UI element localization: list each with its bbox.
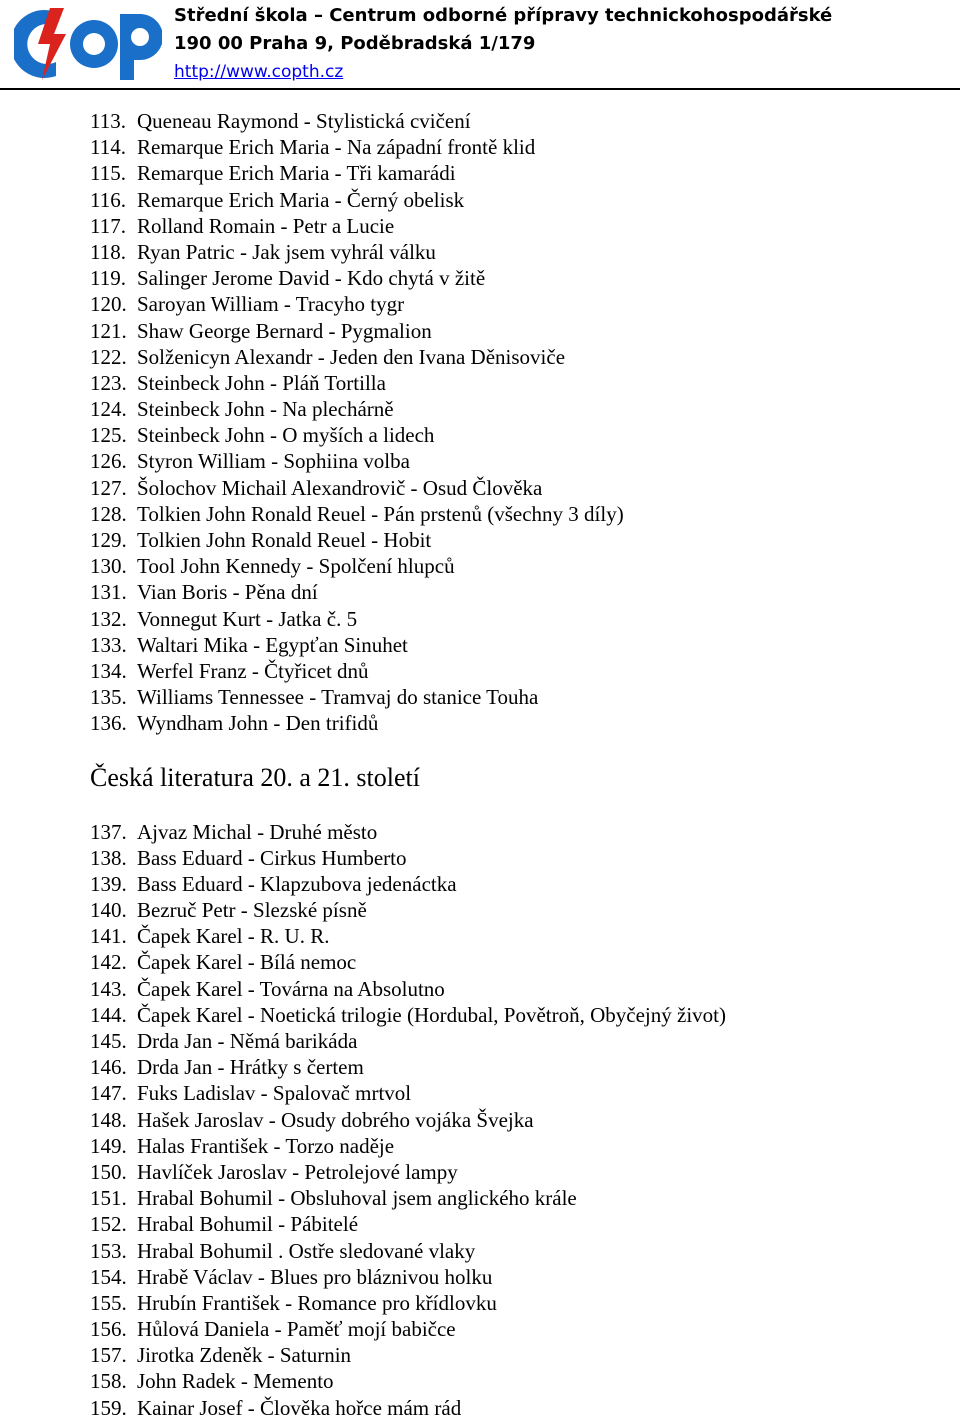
- list-item: [90, 1080, 950, 1106]
- page-header: [0, 0, 960, 92]
- item-text: Steinbeck John - O myších a lidech: [137, 423, 435, 448]
- item-number: 115.: [90, 161, 126, 186]
- item-number: 136.: [90, 711, 127, 736]
- item-text: Salinger Jerome David - Kdo chytá v žitě: [137, 266, 486, 291]
- list-item: [90, 1264, 950, 1290]
- item-number: 152.: [90, 1212, 127, 1237]
- list-item: [90, 1133, 950, 1159]
- list-item: [90, 396, 950, 422]
- item-number: 158.: [90, 1369, 127, 1394]
- list-item: [90, 710, 950, 736]
- list-item: [90, 923, 950, 949]
- item-number: 131.: [90, 580, 127, 605]
- item-text: Tolkien John Ronald Reuel - Hobit: [137, 528, 432, 552]
- item-text: Bass Eduard - Klapzubova jedenáctka: [137, 871, 457, 896]
- item-number: 133.: [90, 632, 127, 657]
- item-number: 159.: [90, 1395, 127, 1420]
- item-number: 126.: [90, 449, 127, 474]
- item-text: Remarque Erich Maria - Tři kamarádi: [137, 161, 456, 186]
- item-text: Čapek Karel - R. U. R.: [137, 924, 330, 949]
- list-item: [90, 134, 950, 160]
- item-text: Steinbeck John - Pláň Tortilla: [137, 370, 386, 395]
- item-number: 145.: [90, 1029, 127, 1053]
- school-address: 190 00 Praha 9, Poděbradská 1/179: [174, 33, 536, 54]
- item-text: Wyndham John - Den trifidů: [137, 711, 379, 736]
- item-number: 146.: [90, 1055, 127, 1080]
- item-number: 130.: [90, 554, 127, 579]
- item-number: 125.: [90, 423, 127, 448]
- list-item: [90, 897, 950, 923]
- item-text: Waltari Mika - Egypťan Sinuhet: [137, 632, 408, 657]
- item-number: 142.: [90, 950, 127, 975]
- item-number: 150.: [90, 1159, 127, 1184]
- item-text: Drda Jan - Němá barikáda: [137, 1029, 358, 1053]
- item-text: Hrabal Bohumil . Ostře sledované vlaky: [137, 1238, 476, 1263]
- item-number: 116.: [90, 187, 126, 212]
- item-text: Drda Jan - Hrátky s čertem: [137, 1055, 364, 1080]
- item-text: Remarque Erich Maria - Černý obelisk: [137, 187, 465, 212]
- item-text: Čapek Karel - Bílá nemoc: [137, 950, 357, 975]
- list-item: [90, 187, 950, 213]
- list-item: [90, 527, 950, 553]
- item-number: 118.: [90, 239, 126, 264]
- item-text: Saroyan William - Tracyho tygr: [137, 292, 405, 317]
- list-item: [90, 606, 950, 632]
- item-number: 156.: [90, 1317, 127, 1342]
- item-text: Bezruč Petr - Slezské písně: [137, 898, 367, 923]
- item-text: Jirotka Zdeněk - Saturnin: [137, 1343, 352, 1368]
- list-item: [90, 1107, 950, 1133]
- item-number: 140.: [90, 898, 127, 923]
- list-item: [90, 318, 950, 344]
- item-text: Solženicyn Alexandr - Jeden den Ivana Děnisoviče: [137, 344, 566, 369]
- item-text: Queneau Raymond - Stylistická cvičení: [137, 109, 471, 133]
- item-text: Hůlová Daniela - Paměť mojí babičce: [137, 1317, 456, 1342]
- item-text: Bass Eduard - Cirkus Humberto: [137, 845, 407, 870]
- item-text: Hrabal Bohumil - Pábitelé: [137, 1212, 359, 1237]
- item-text: Čapek Karel - Noetická trilogie (Hordubal, Povětroň, Obyčejný život): [137, 1002, 726, 1027]
- list-item: [90, 1316, 950, 1342]
- list-item: [90, 819, 950, 845]
- item-number: 135.: [90, 685, 127, 710]
- item-number: 153.: [90, 1238, 127, 1263]
- item-number: 149.: [90, 1133, 127, 1158]
- section-heading: Česká literatura 20. a 21. století: [90, 762, 420, 792]
- list-item: [90, 239, 950, 265]
- item-number: 154.: [90, 1264, 127, 1289]
- list-item: [90, 845, 950, 871]
- item-text: Vonnegut Kurt - Jatka č. 5: [137, 606, 358, 631]
- item-number: 119.: [90, 266, 126, 291]
- item-number: 138.: [90, 845, 127, 870]
- item-number: 151.: [90, 1186, 127, 1211]
- item-number: 137.: [90, 819, 127, 844]
- item-number: 123.: [90, 370, 127, 395]
- list-item: [90, 553, 950, 579]
- list-item: [90, 422, 950, 448]
- list-item: [90, 1054, 950, 1080]
- item-number: 129.: [90, 528, 127, 552]
- item-text: Steinbeck John - Na plechárně: [137, 397, 394, 422]
- list-item: [90, 1368, 950, 1394]
- item-text: Ryan Patric - Jak jsem vyhrál válku: [137, 239, 436, 264]
- list-item: [90, 949, 950, 975]
- list-item: [90, 108, 950, 134]
- list-item: [90, 579, 950, 605]
- item-text: Shaw George Bernard - Pygmalion: [137, 318, 432, 343]
- list-item: [90, 291, 950, 317]
- list-item: [90, 344, 950, 370]
- school-name: Střední škola – Centrum odborné přípravy technickohospodářské: [174, 5, 833, 26]
- item-number: 157.: [90, 1343, 127, 1368]
- item-text: Styron William - Sophiina volba: [137, 449, 410, 474]
- list-item: [90, 1395, 950, 1421]
- item-number: 114.: [90, 135, 126, 160]
- item-text: Halas František - Torzo naděje: [137, 1133, 395, 1158]
- item-number: 144.: [90, 1002, 127, 1027]
- list-item: [90, 501, 950, 527]
- item-text: Tolkien John Ronald Reuel - Pán prstenů (všechny 3 díly): [137, 501, 624, 526]
- item-number: 148.: [90, 1107, 127, 1132]
- list-item: [90, 871, 950, 897]
- book-list-czech: [90, 819, 950, 1421]
- list-item: [90, 632, 950, 658]
- item-text: Hrabě Václav - Blues pro bláznivou holku: [137, 1264, 493, 1289]
- item-number: 155.: [90, 1290, 127, 1315]
- item-number: 120.: [90, 292, 127, 317]
- school-logo: [14, 4, 162, 84]
- school-info: [174, 2, 832, 86]
- item-text: Hrabal Bohumil - Obsluhoval jsem anglického krále: [137, 1186, 577, 1211]
- list-item: [90, 213, 950, 239]
- list-item: [90, 684, 950, 710]
- list-item: [90, 448, 950, 474]
- school-website-link[interactable]: http://www.copth.cz: [174, 62, 344, 82]
- item-number: 143.: [90, 976, 127, 1001]
- item-number: 128.: [90, 501, 127, 526]
- list-item: [90, 1185, 950, 1211]
- item-text: Tool John Kennedy - Spolčení hlupců: [137, 554, 455, 579]
- item-number: 141.: [90, 924, 127, 949]
- list-item: [90, 1290, 950, 1316]
- item-text: Hašek Jaroslav - Osudy dobrého vojáka Švejka: [137, 1107, 534, 1132]
- item-text: Havlíček Jaroslav - Petrolejové lampy: [137, 1159, 458, 1184]
- list-item: [90, 976, 950, 1002]
- list-item: [90, 1211, 950, 1237]
- item-number: 117.: [90, 213, 126, 238]
- item-number: 139.: [90, 871, 127, 896]
- item-text: Hrubín František - Romance pro křídlovku: [137, 1290, 497, 1315]
- item-number: 132.: [90, 606, 127, 631]
- item-text: Fuks Ladislav - Spalovač mrtvol: [137, 1081, 412, 1106]
- list-item: [90, 265, 950, 291]
- item-text: Čapek Karel - Továrna na Absolutno: [137, 976, 445, 1001]
- item-number: 122.: [90, 344, 127, 369]
- list-item: [90, 1002, 950, 1028]
- item-text: Kainar Josef - Člověka hořce mám rád: [137, 1395, 462, 1420]
- list-item: [90, 370, 950, 396]
- item-text: Remarque Erich Maria - Na západní frontě klid: [137, 135, 536, 160]
- list-item: [90, 1238, 950, 1264]
- item-text: John Radek - Memento: [137, 1369, 334, 1394]
- item-number: 121.: [90, 318, 127, 343]
- list-item: [90, 658, 950, 684]
- item-text: Vian Boris - Pěna dní: [137, 580, 318, 605]
- list-item: [90, 1342, 950, 1368]
- item-number: 127.: [90, 475, 127, 500]
- book-list-world: [90, 108, 950, 737]
- item-text: Werfel Franz - Čtyřicet dnů: [137, 658, 369, 683]
- item-number: 124.: [90, 397, 127, 422]
- list-item: [90, 160, 950, 186]
- header-divider: [0, 88, 960, 90]
- item-text: Šolochov Michail Alexandrovič - Osud Člověka: [137, 475, 543, 500]
- list-item: [90, 1028, 950, 1054]
- list-item: [90, 475, 950, 501]
- item-text: Williams Tennessee - Tramvaj do stanice Touha: [137, 685, 539, 710]
- item-number: 147.: [90, 1081, 127, 1106]
- list-item: [90, 1159, 950, 1185]
- item-text: Ajvaz Michal - Druhé město: [137, 819, 378, 844]
- item-number: 134.: [90, 658, 127, 683]
- item-number: 113.: [90, 109, 126, 133]
- document-body: [90, 108, 950, 1421]
- item-text: Rolland Romain - Petr a Lucie: [137, 213, 395, 238]
